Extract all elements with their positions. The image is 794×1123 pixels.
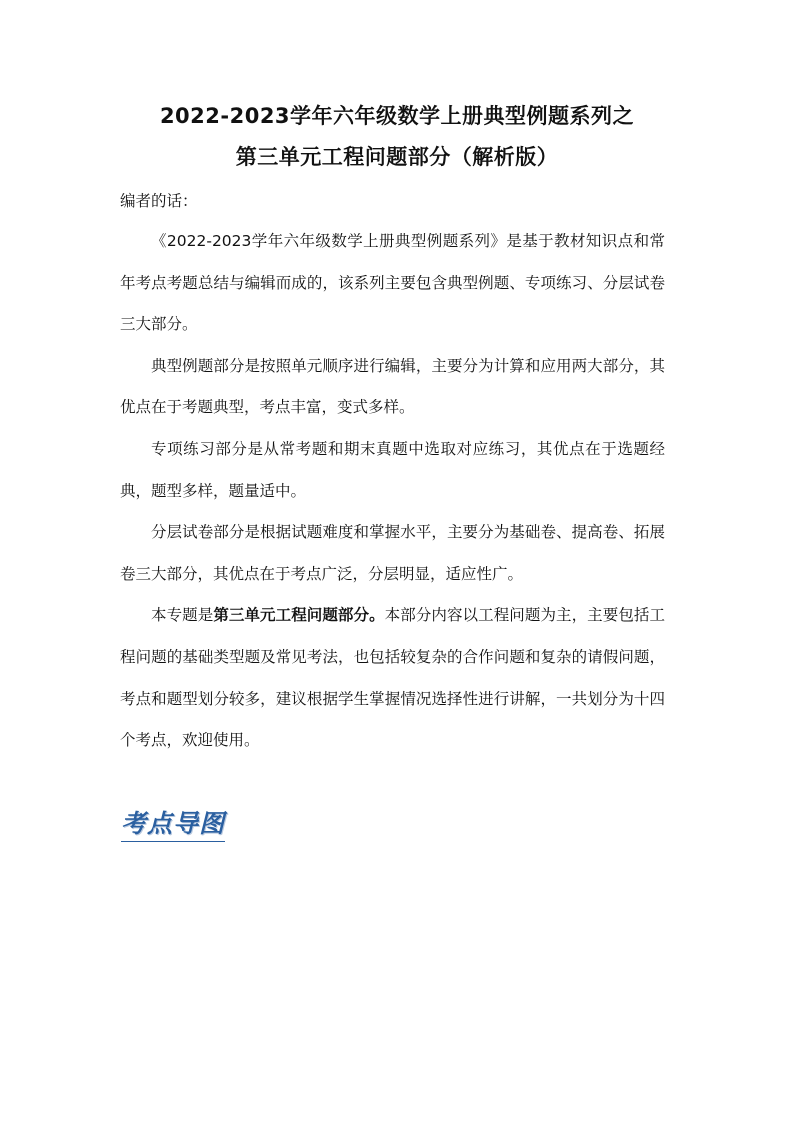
editor-note-label: 编者的话： <box>120 192 198 210</box>
document-title-line-2: 第三单元工程问题部分（解析版） <box>235 145 559 169</box>
document-title-line-1: 2022-2023学年六年级数学上册典型例题系列之 <box>159 104 635 128</box>
topic-prefix: 本专题是 <box>151 606 214 625</box>
topic-details: 本部分内容以工程问题为主，主要包括工程问题的基础类型题及常见考法，也包括较复杂的合作问题和复杂的请假问题，考点和题型划分较多，建议根据学生掌握情况选择性进行讲解，一共划分为十四个考点，欢迎使用。 <box>120 606 665 750</box>
paragraph-topic-description <box>120 595 665 761</box>
paragraph-tiered-tests: 分层试卷部分是根据试题难度和掌握水平，主要分为基础卷、提高卷、拓展卷三大部分，其优点在于考点广泛，分层明显，适应性广。 <box>120 523 665 583</box>
section-heading-concept-map: 考点导图 <box>121 808 225 842</box>
paragraph-series-intro: 《2022-2023学年六年级数学上册典型例题系列》是基于教材知识点和常年考点考题总结与编辑而成的，该系列主要包含典型例题、专项练习、分层试卷三大部分。 <box>120 232 665 334</box>
paragraph-typical-examples: 典型例题部分是按照单元顺序进行编辑，主要分为计算和应用两大部分，其优点在于考题典型，考点丰富，变式多样。 <box>120 356 665 417</box>
topic-name: 第三单元工程问题部分。 <box>213 606 385 625</box>
paragraph-special-practice: 专项练习部分是从常考题和期末真题中选取对应练习，其优点在于选题经典，题型多样，题量适中。 <box>120 439 665 500</box>
document-body <box>120 221 665 762</box>
